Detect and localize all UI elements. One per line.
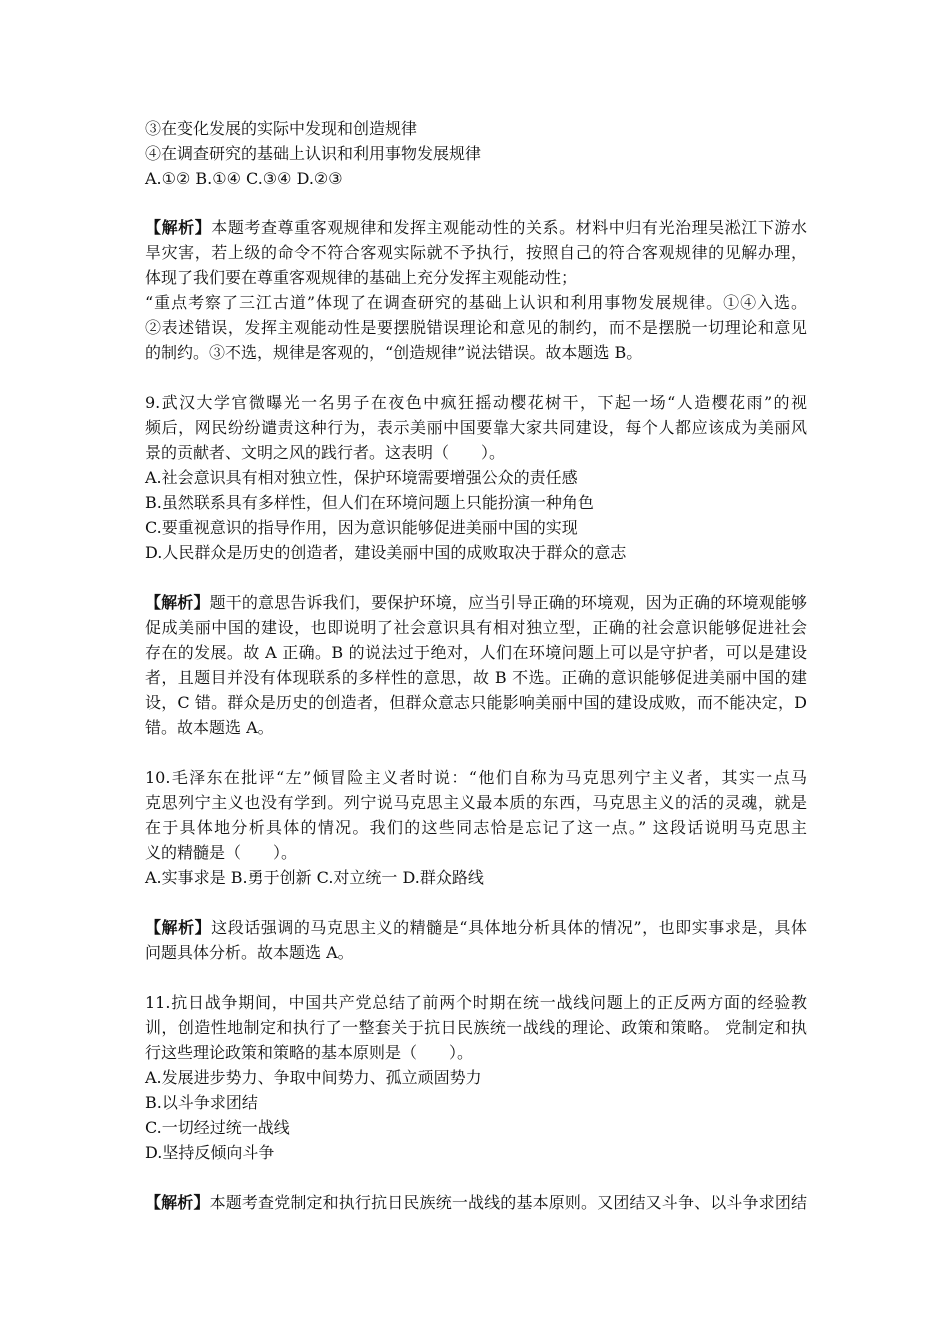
q9-analysis-line-5: 设，C 错。群众是历史的创造者，但群众意志只能影响美丽中国的建设成败，而不能决定，D — [145, 693, 807, 712]
q9-option-c: C.要重视意识的指导作用，因为意识能够促进美丽中国的实现 — [145, 518, 578, 537]
analysis-tag: 【解析】 — [145, 1193, 210, 1212]
q9-stem-line-1: 9.武汉大学官微曝光一名男子在夜色中疯狂摇动樱花树干，下起一场“人造樱花雨”的视 — [145, 393, 807, 412]
q8-analysis-line-4: “重点考察了三江古道”体现了在调查研究的基础上认识和利用事物发展规律。①④入选。 — [145, 293, 807, 312]
q9-analysis-line-3: 存在的发展。故 A 正确。B 的说法过于绝对，人们在环境问题上可以是守护者，可以是建设 — [145, 643, 807, 662]
q8-choices: A.①② B.①④ C.③④ D.②③ — [145, 169, 343, 188]
q11-stem-line-3: 行这些理论政策和策略的基本原则是（ ）。 — [145, 1043, 474, 1062]
analysis-tag: 【解析】 — [145, 593, 210, 612]
q8-option-4: ④在调查研究的基础上认识和利用事物发展规律 — [145, 144, 482, 163]
q11-option-b: B.以斗争求团结 — [145, 1093, 258, 1112]
q9-analysis-line-6: 错。故本题选 A。 — [145, 718, 274, 737]
q11-stem-line-2: 训，创造性地制定和执行了一整套关于抗日民族统一战线的理论、政策和策略。 党制定和执 — [145, 1018, 807, 1037]
q10-stem-line-2: 克思列宁主义也没有学到。列宁说马克思主义最本质的东西，马克思主义的活的灵魂，就是 — [145, 793, 807, 812]
q11-stem-line-1: 11.抗日战争期间，中国共产党总结了前两个时期在统一战线问题上的正反两方面的经验教 — [145, 993, 807, 1012]
q8-analysis-line-6: 的制约。③不选，规律是客观的，“创造规律”说法错误。故本题选 B。 — [145, 343, 643, 362]
q9-option-b: B.虽然联系具有多样性，但人们在环境问题上只能扮演一种角色 — [145, 493, 594, 512]
q11-analysis-line-1: 【解析】本题考查党制定和执行抗日民族统一战线的基本原则。又团结又斗争、以斗争求团结 — [145, 1193, 807, 1212]
q9-option-d: D.人民群众是历史的创造者，建设美丽中国的成败取决于群众的意志 — [145, 543, 627, 562]
analysis-tag: 【解析】 — [145, 218, 212, 237]
q10-analysis-line-1: 【解析】这段话强调的马克思主义的精髓是“具体地分析具体的情况”，也即实事求是，具体 — [145, 918, 807, 937]
q9-option-a: A.社会意识具有相对独立性，保护环境需要增强公众的责任感 — [145, 468, 578, 487]
q9-stem-line-2: 频后，网民纷纷谴责这种行为，表示美丽中国要靠大家共同建设，每个人都应该成为美丽风 — [145, 418, 807, 437]
q9-stem-line-3: 景的贡献者、文明之风的践行者。这表明（ ）。 — [145, 443, 506, 462]
q9-analysis-line-2: 促成美丽中国的建设，也即说明了社会意识具有相对独立型，正确的社会意识能够促进社会 — [145, 618, 807, 637]
q8-analysis-line-1: 【解析】本题考查尊重客观规律和发挥主观能动性的关系。材料中归有光治理吴淞江下游水 — [145, 218, 807, 237]
q11-option-c: C.一切经过统一战线 — [145, 1118, 290, 1137]
q11-option-a: A.发展进步势力、争取中间势力、孤立顽固势力 — [145, 1068, 482, 1087]
q10-stem-line-4: 义的精髓是（ ）。 — [145, 843, 298, 862]
q10-stem-line-3: 在于具体地分析具体的情况。我们的这些同志恰是忘记了这一点。” 这段话说明马克思主 — [145, 818, 807, 837]
analysis-tag: 【解析】 — [145, 918, 212, 937]
q11-option-d: D.坚持反倾向斗争 — [145, 1143, 275, 1162]
q10-analysis-line-2: 问题具体分析。故本题选 A。 — [145, 943, 354, 962]
q8-analysis-line-2: 旱灾害，若上级的命令不符合客观实际就不予执行，按照自己的符合客观规律的见解办理， — [145, 243, 807, 262]
q10-choices: A.实事求是 B.勇于创新 C.对立统一 D.群众路线 — [145, 868, 484, 887]
q8-option-3: ③在变化发展的实际中发现和创造规律 — [145, 119, 418, 138]
q8-analysis-line-3: 体现了我们要在尊重客观规律的基础上充分发挥主观能动性； — [145, 268, 578, 287]
q9-analysis-line-4: 者，且题目并没有体现联系的多样性的意思，故 B 不选。正确的意识能够促进美丽中国的建 — [145, 668, 807, 687]
q8-analysis-line-5: ②表述错误，发挥主观能动性是要摆脱错误理论和意见的制约，而不是摆脱一切理论和意见 — [145, 318, 807, 337]
q10-stem-line-1: 10.毛泽东在批评“左”倾冒险主义者时说：“他们自称为马克思列宁主义者，其实一点马 — [145, 768, 807, 787]
q9-analysis-line-1: 【解析】题干的意思告诉我们，要保护环境，应当引导正确的环境观，因为正确的环境观能够 — [145, 593, 807, 612]
